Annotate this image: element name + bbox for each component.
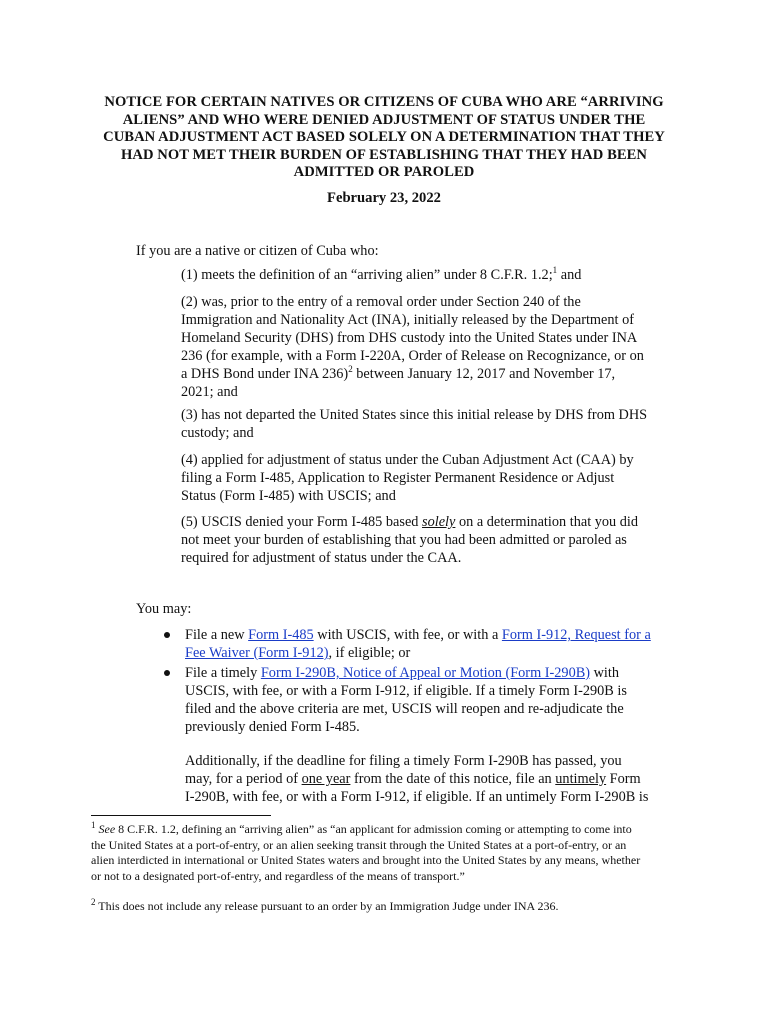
- bullet-text: File a new: [185, 627, 249, 643]
- option-bullet-2: [185, 664, 627, 736]
- item-line: Homeland Security (DHS) from DHS custody into the United States under INA: [181, 330, 638, 346]
- criteria-item-4: [181, 451, 634, 505]
- title-line: ADMITTED OR PAROLED: [293, 164, 475, 181]
- footnote-line: or not to a designated port-of-entry, and regardless of the means of transport.”: [91, 868, 465, 883]
- item-line: Status (Form I-485) with USCIS; and: [181, 488, 396, 504]
- item-line: (3) has not departed the United States since this initial release by DHS from DHS: [181, 407, 648, 423]
- form-i485-link[interactable]: Form I-485: [248, 627, 314, 643]
- title-line: NOTICE FOR CERTAIN NATIVES OR CITIZENS OF CUBA WHO ARE “ARRIVING: [104, 94, 664, 110]
- criteria-item-2: [181, 293, 644, 401]
- footnote-line: alien interdicted in international or United States waters and brought into the United States by any means, whether: [91, 853, 641, 867]
- footnote-number: 2: [91, 897, 96, 907]
- paragraph-line: [185, 770, 648, 788]
- footnote-text: This does not include any release pursuant to an order by an Immigration Judge under INA 236.: [95, 899, 559, 913]
- item-line: not meet your burden of establishing that you had been admitted or paroled as: [181, 532, 627, 548]
- footnote-line: [91, 822, 640, 838]
- item-line: (2) was, prior to the entry of a removal order under Section 240 of the: [181, 294, 581, 310]
- footnote-text: 8 C.F.R. 1.2, defining an “arriving alien” as “an applicant for admission coming or attempting to come into: [115, 822, 632, 836]
- you-may-heading: You may:: [136, 601, 192, 617]
- item-line: (4) applied for adjustment of status under the Cuban Adjustment Act (CAA) by: [181, 452, 634, 468]
- footnote-divider: [91, 815, 271, 816]
- intro-text: If you are a native or citizen of Cuba who:: [136, 243, 379, 259]
- bullet-line: [185, 664, 627, 682]
- bullet-text: with: [590, 665, 620, 681]
- item-line: custody; and: [181, 425, 254, 441]
- additional-paragraph: [185, 752, 648, 806]
- item-line: filing a Form I-485, Application to Register Permanent Residence or Adjust: [181, 470, 615, 486]
- footnote-ref-2[interactable]: 2: [348, 364, 353, 374]
- form-i912-link[interactable]: Form I-912, Request for a: [501, 627, 651, 643]
- option-bullet-1: [185, 626, 651, 662]
- item-text: a DHS Bond under INA 236): [181, 366, 349, 382]
- footnote-1: [91, 822, 640, 884]
- criteria-item-1: [181, 266, 581, 284]
- bullet-icon: [164, 632, 170, 638]
- item-text: (5) USCIS denied your Form I-485 based: [181, 514, 423, 530]
- item-line: 2021; and: [181, 384, 238, 400]
- emphasis-solely: solely: [422, 514, 456, 530]
- item-text: (1) meets the definition of an “arriving alien” under 8 C.F.R. 1.2;: [181, 267, 553, 283]
- footnote-line: the United States at a port-of-entry, or an alien seeking transit through the United States at a port-of-entry, or an: [91, 837, 627, 852]
- item-line: [181, 513, 638, 531]
- paragraph-line: Additionally, if the deadline for filing a timely Form I-290B has passed, you: [185, 753, 622, 769]
- footnote-2: [91, 899, 559, 915]
- item-text: and: [557, 267, 582, 283]
- criteria-item-5: [181, 513, 638, 567]
- notice-title: [80, 94, 688, 182]
- emphasis-one-year: one year: [301, 771, 351, 787]
- paragraph-text: from the date of this notice, file an: [350, 771, 556, 787]
- footnote-number: 1: [91, 820, 96, 830]
- emphasis-untimely: untimely: [555, 771, 607, 787]
- title-line: HAD NOT MET THEIR BURDEN OF ESTABLISHING THAT THEY HAD BEEN: [120, 146, 648, 163]
- notice-date: February 23, 2022: [327, 190, 441, 206]
- footnote-line: [91, 899, 559, 915]
- bullet-text: with USCIS, with fee, or with a: [313, 627, 502, 643]
- footnote-see: See: [98, 822, 116, 836]
- item-line: 236 (for example, with a Form I-220A, Order of Release on Recognizance, or on: [181, 348, 644, 364]
- item-line: required for adjustment of status under the CAA.: [181, 550, 462, 566]
- bullet-line: [185, 644, 651, 662]
- bullet-text: , if eligible; or: [328, 645, 411, 661]
- bullet-line: USCIS, with fee, or with a Form I-912, if eligible. If a timely Form I-290B is: [185, 683, 627, 699]
- criteria-item-3: [181, 406, 647, 442]
- paragraph-text: may, for a period of: [185, 771, 302, 787]
- item-text: on a determination that you did: [455, 514, 639, 530]
- title-line: CUBAN ADJUSTMENT ACT BASED SOLELY ON A DETERMINATION THAT THEY: [103, 129, 665, 146]
- footnote-ref-1[interactable]: 1: [552, 265, 558, 275]
- form-i912-link-cont[interactable]: Fee Waiver (Form I-912): [185, 645, 329, 661]
- item-line: Immigration and Nationality Act (INA), initially released by the Department of: [181, 312, 634, 328]
- item-text: between January 12, 2017 and November 17,: [352, 366, 616, 382]
- paragraph-line: I-290B, with fee, or with a Form I-912, if eligible. If an untimely Form I-290B is: [185, 789, 649, 805]
- bullet-line: previously denied Form I-485.: [185, 719, 360, 735]
- paragraph-text: Form: [606, 771, 641, 787]
- form-i290b-link[interactable]: Form I-290B, Notice of Appeal or Motion (Form I-290B): [260, 665, 591, 681]
- bullet-text: File a timely: [185, 665, 261, 681]
- title-line: ALIENS” AND WHO WERE DENIED ADJUSTMENT OF STATUS UNDER THE: [122, 111, 646, 128]
- bullet-line: [185, 626, 651, 644]
- item-line: [181, 365, 644, 383]
- bullet-line: filed and the above criteria are met, USCIS will reopen and re-adjudicate the: [185, 701, 624, 717]
- bullet-icon: [164, 670, 170, 676]
